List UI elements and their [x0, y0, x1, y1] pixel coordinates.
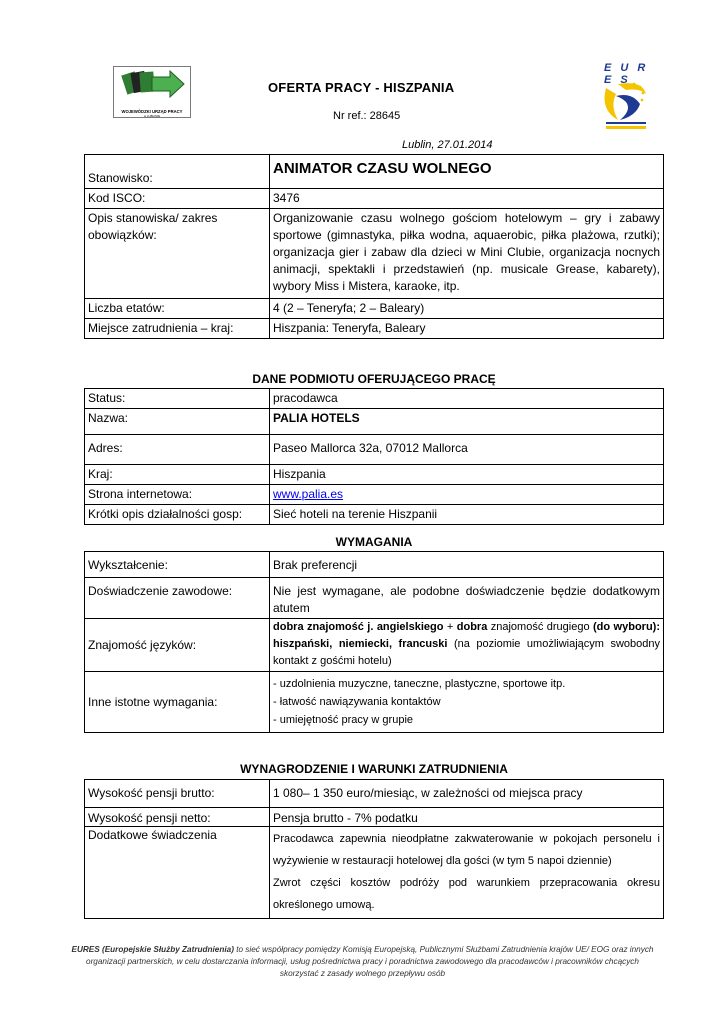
education-value: Brak preferencji [270, 552, 664, 578]
net-value: Pensja brutto - 7% podatku [270, 808, 664, 827]
address-row [85, 435, 664, 465]
gross-value: 1 080– 1 350 euro/miesiąc, w zależności od miejsca pracy [270, 780, 664, 808]
benefits-row [85, 827, 664, 919]
place-value: Hiszpania: Teneryfa, Baleary [270, 319, 664, 339]
benefits-value [270, 827, 664, 919]
address-value: Paseo Mallorca 32a, 07012 Mallorca [270, 435, 664, 465]
education-row [85, 552, 664, 578]
country-label: Kraj: [85, 465, 270, 485]
employer-section-title: DANE PODMIOTU OFERUJĄCEGO PRACĘ [252, 372, 496, 386]
job-row [85, 155, 664, 189]
web-label: Strona internetowa: [85, 485, 270, 505]
isco-value: 3476 [270, 189, 664, 209]
status-row [85, 389, 664, 409]
eures-wordmark: E U R E S [604, 62, 649, 86]
name-row [85, 409, 664, 435]
web-row [85, 485, 664, 505]
isco-row [85, 189, 664, 209]
experience-value: Nie jest wymagane, ale podobne doświadczenie będzie dodatkowym atutem [270, 578, 664, 619]
education-label: Wykształcenie: [85, 552, 270, 578]
gross-label: Wysokość pensji brutto: [85, 780, 270, 808]
offer-date: Lublin, 27.01.2014 [402, 139, 493, 151]
benefits-accommodation: Pracodawca zapewnia nieodpłatne zakwaterowanie w pokojach personelu i wyżywienie w restauracji hotelowej dla gości (w tym 5 napoi dziennie) [273, 833, 660, 867]
other-requirements-row [85, 672, 664, 733]
lang-second-choices: (do wyboru): hiszpański, niemiecki, francuski [273, 621, 660, 650]
job-value: ANIMATOR CZASU WOLNEGO [270, 155, 664, 189]
net-label: Wysokość pensji netto: [85, 808, 270, 827]
place-label: Miejsce zatrudnienia – kraj: [85, 319, 270, 339]
position-table [84, 154, 664, 339]
footer-text: to sieć współpracy pomiędzy Komisją Europejską, Publicznymi Służbami Zatrudnienia krajów UE/ EOG oraz innych organizacji partnerskich, w celu dostarczania informacji, usług pośrednictwa pracy i poradnictwa zawodowego dla pracodawców i pracowników chcących skorzystać z zasady wolnego przepływu osób [86, 945, 654, 978]
footer-title: EURES (Europejskie Służby Zatrudnienia) [71, 945, 234, 954]
status-label: Status: [85, 389, 270, 409]
job-label: Stanowisko: [85, 155, 270, 189]
experience-row [85, 578, 664, 619]
list-item: - uzdolnienia muzyczne, taneczne, plastyczne, sportowe itp. [273, 678, 566, 690]
salary-table [84, 779, 664, 919]
count-label: Liczba etatów: [85, 299, 270, 319]
net-row [85, 808, 664, 827]
languages-value: dobra znajomość j. angielskiego + dobra znajomość drugiego (do wyboru): hiszpański, niemiecki, francuski (na poziomie umożliwiającym swobodny kontakt z gośćmi hotelu) [270, 619, 664, 672]
languages-row [85, 619, 664, 672]
business-value: Sieć hoteli na terenie Hiszpanii [270, 505, 664, 525]
desc-label: Opis stanowiska/ zakres obowiązków: [85, 209, 270, 299]
desc-row [85, 209, 664, 299]
country-row [85, 465, 664, 485]
website-link[interactable]: www.palia.es [273, 487, 344, 501]
address-label: Adres: [85, 435, 270, 465]
other-requirements-list [270, 672, 664, 733]
reference-number: Nr ref.: 28645 [333, 110, 401, 122]
business-row [85, 505, 664, 525]
list-item: - łatwość nawiązywania kontaktów [273, 696, 441, 708]
count-value: 4 (2 – Teneryfa; 2 – Baleary) [270, 299, 664, 319]
eures-footer [70, 944, 655, 980]
name-label: Nazwa: [85, 409, 270, 435]
desc-value: Organizowanie czasu wolnego gościom hotelowym – gry i zabawy sportowe (gimnastyka, piłka wodna, aquaerobic, piłka plażowa, rzutki); organizacja gier i zabaw dla dzieci w Mini Clubie, organizacja nocnych animacji, spektakli i przedstawień (np. musicale Grease, kabarety), wybory Miss i Mistera, karaoke, itp. [270, 209, 664, 299]
list-item: - umiejętność pracy w grupie [273, 714, 414, 726]
company-name: PALIA HOTELS [270, 409, 664, 435]
country-value: Hiszpania [270, 465, 664, 485]
business-label: Krótki opis działalności gosp: [85, 505, 270, 525]
logo-caption-line2: w LUBLINIE [143, 114, 161, 118]
isco-label: Kod ISCO: [85, 189, 270, 209]
offer-title: OFERTA PRACY - HISZPANIA [268, 80, 455, 95]
benefits-label: Dodatkowe świadczenia [85, 827, 270, 919]
eures-logo [596, 60, 658, 132]
employer-table [84, 388, 664, 525]
arrow-cards-graphic [114, 67, 190, 105]
count-row [85, 299, 664, 319]
status-value: pracodawca [270, 389, 664, 409]
wup-lublin-logo [113, 66, 191, 118]
requirements-section-title: WYMAGANIA [335, 535, 413, 549]
requirements-table [84, 551, 664, 733]
place-row [85, 319, 664, 339]
experience-label: Doświadczenie zawodowe: [85, 578, 270, 619]
logo-caption-line1: WOJEWÓDZKI URZĄD PRACY [121, 109, 183, 114]
benefits-travel: Zwrot części kosztów podróży pod warunkiem przepracowania okresu określonego umową. [273, 877, 660, 911]
salary-section-title: WYNAGRODZENIE I WARUNKI ZATRUDNIENIA [240, 762, 508, 776]
gross-row [85, 780, 664, 808]
languages-label: Znajomość języków: [85, 619, 270, 672]
lang-english: dobra znajomość j. angielskiego [273, 621, 444, 633]
other-requirements-label: Inne istotne wymagania: [85, 672, 270, 733]
